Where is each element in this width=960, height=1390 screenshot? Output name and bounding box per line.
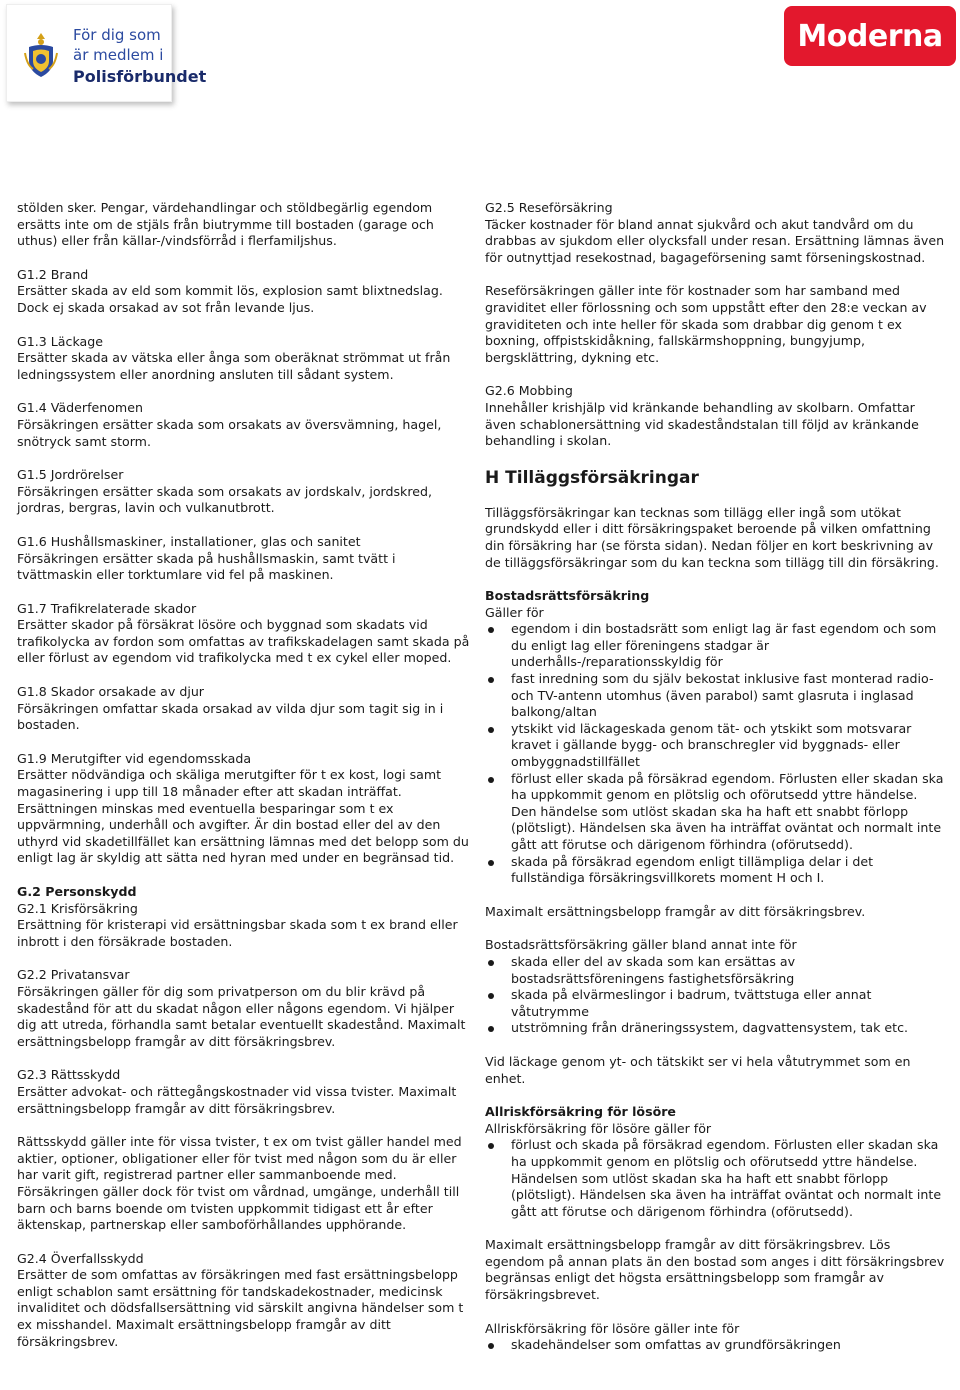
section-title: G1.7 Trafikrelaterade skador [17,600,197,616]
section-body: Tilläggsförsäkringar kan tecknas som tillägg eller ingå som utökat grundskydd eller i ditt försäkringspaket beroende på vilken omfattning din försäkring har (se första sidan). Nedan följer en kort beskrivning av de tilläggsförsäkringar som du kan teckna som tillägg till din försäkring. [485,504,939,570]
exclusions-label: Bostadsrättsförsäkring gäller bland annat inte för [485,937,797,953]
section-body: Vid läckage genom yt- och tätskikt ser vi hela våtutrymmet som en enhet. [485,1053,911,1086]
applies-label: Gäller för [485,604,544,620]
logo-line-1: För dig som [73,26,161,44]
crest-icon [21,31,61,79]
section-g22 [17,967,472,1050]
section-heading: Allriskförsäkring för lösöre [485,1104,676,1120]
section-body: Ersätter advokat- och rättegångskostnader vid vissa tvister. Maximalt ersättningsbelopp framgår av ditt försäkringsbrev. [17,1083,457,1116]
section-body: Täcker kostnader för bland annat sjukvård och akut tandvård om du drabbas av sjukdom eller olycksfall under resan. Ersättning lämnas även för outnyttjad resekostnad, bagageförsening samt förseningskostnad. [485,216,945,265]
section-body: Maximalt ersättningsbelopp framgår av ditt försäkringsbrev. [485,903,866,919]
section-heading: Bostadsrättsförsäkring [485,588,650,604]
list-item: fast inredning som du själv bekostat inklusive fast monterad radio- och TV-antenn utomhus (även parabol) samt glasruta i inglasad balkong/altan [485,671,945,721]
list-item: skadehändelser som omfattas av grundförsäkringen [485,1337,945,1354]
section-heading: G.2 Personskydd [17,884,137,899]
section-body: Innehåller krishjälp vid kränkande behandling av skolbarn. Omfattar även schablonersättning vid skadeståndstalan till följd av kränkande behandling i skolan. [485,399,919,449]
section-title: G1.3 Läckage [17,333,103,349]
section-body: Försäkringen omfattar skada orsakad av vilda djur som tagit sig in i bostaden. [17,700,444,733]
applies-label: Allriskförsäkring för lösöre gäller för [485,1120,712,1136]
list-item: ytskikt vid läckageskada genom tät- och ytskikt som motsvarar kravet i gällande bygg- och branschregler vid byggnads- eller ombyggnadstillfället [485,721,945,771]
section-title: G1.6 Hushållsmaskiner, installationer, glas och sanitet [17,533,361,549]
section-bostadsratt [485,588,945,887]
section-g23 [17,1067,472,1117]
section-title: G1.2 Brand [17,266,89,282]
bullet-list [485,1337,945,1354]
list-item: skada eller del av skada som kan ersättas av bostadsrättsföreningens fastighetsförsäkring [485,954,945,987]
right-column [485,200,945,1371]
left-column [17,200,472,1367]
section-body: Försäkringen ersätter skada som orsakats av jordskalv, jordskred, jordras, bergras, lavin och vulkanutbrott. [17,483,432,516]
brf-leak [485,1054,945,1087]
section-body: Ersätter de som omfattas av försäkringen med fast ersättningsbelopp enligt schablon samt ersättning för tandskadekostnader, medicinsk invaliditet och dödsfallsersättning vid särskilt angivna händelser som t ex misshandel. Maximalt ersättningsbelopp framgår av ditt försäkringsbrev. [17,1267,464,1349]
section-g25 [485,200,945,266]
section-title: G2.4 Överfallsskydd [17,1250,144,1266]
brf-max [485,904,945,921]
section-title: G2.1 Krisförsäkring [17,900,138,916]
section-g13 [17,334,472,384]
section-h-intro [485,505,945,571]
section-body: Försäkringen ersätter skada på hushållsmaskin, samt tvätt i tvättmaskin eller torktumlare vid fel på maskinen. [17,550,396,583]
section-body: Försäkringen ersätter skada som orsakats av översvämning, hagel, snötryck samt storm. [17,416,442,449]
section-g23-extra [17,1134,472,1234]
list-item: skada på försäkrad egendom enligt tillämpliga delar i det fullständiga försäkringsvillkorets moment H och I. [485,854,945,887]
moderna-logo-text: Moderna [797,18,943,54]
section-g24 [17,1251,472,1351]
section-g2 [17,884,472,950]
section-g17 [17,601,472,667]
section-title: G2.6 Mobbing [485,383,573,399]
list-item: förlust eller skada på försäkrad egendom. Förlusten eller skadan ska ha uppkommit genom en plötslig och oförutsedd yttre händelse. Den händelse som utlöst skadan ska ha haft ett snabbt förlopp (plötsligt). Händelsen ska även ha inträffat oväntat och normalt inte gått att förutse och därigenom förhindra (oförutsedd). [485,771,945,854]
intro-paragraph [17,200,472,250]
section-body: Ersätter skada av eld som kommit lös, explosion samt blixtnedslag. Dock ej skada orsakad av sot från levande ljus. [17,283,443,315]
section-title: G1.8 Skador orsakade av djur [17,684,204,700]
logo-line-2: är medlem i [73,46,164,64]
section-g19 [17,751,472,867]
section-body: Ersätter skada av vätska eller ånga som oberäknat strömmat ut från ledningssystem eller anordning ansluten till sådant system. [17,350,451,382]
section-g25-extra [485,283,945,366]
exclusions-label: Allriskförsäkring för lösöre gäller inte för [485,1320,740,1336]
section-title: G1.5 Jordrörelser [17,467,124,483]
brf-exclusions [485,937,945,1037]
bullet-list [485,621,945,887]
section-h-heading: H Tilläggsförsäkringar [485,467,699,488]
list-item: skada på elvärmeslingor i badrum, tvättstuga eller annat våtutrymme [485,987,945,1020]
page-header [0,0,960,130]
section-body: Försäkringen gäller för dig som privatperson om du blir krävd på skadestånd för att du skadat någon eller någons egendom. Vi hjälper dig att utreda, förhandla samt betalar eventuellt skadestånd. Maximalt ersättningsbelopp framgår av ditt försäkringsbrev. [17,983,466,1049]
section-g26 [485,383,945,449]
section-body: Maximalt ersättningsbelopp framgår av ditt försäkringsbrev. Lös egendom på annan plats än den bostad som anges i ditt försäkringsbrev begränsas enligt det högsta ersättningsbelopp som framgår av försäkringsbrevet. [485,1237,945,1303]
list-item: utströmning från dräneringssystem, dagvattensystem, tak etc. [485,1020,945,1037]
section-title: G1.4 Väderfenomen [17,400,143,416]
section-title: G2.5 Reseförsäkring [485,200,613,215]
bullet-list [485,954,945,1037]
list-item: egendom i din bostadsrätt som enligt lag är fast egendom och som du enligt lag eller föreningens stadgar är underhålls-/reparationsskyldig för [485,621,945,671]
section-title: G2.2 Privatansvar [17,967,130,983]
section-allrisk [485,1104,945,1220]
bullet-list [485,1137,945,1220]
section-g18 [17,684,472,734]
section-body: Ersätter nödvändiga och skäliga merutgifter för t ex kost, logi samt magasinering i upp till 18 månader efter att skadan inträffat. Ersättningen minskas med eventuella besparingar som t ex uppvärmning, underhåll och avgifter. Är din bostad eller del av den uthyrd vid skadetillfället kan ersättning lämnas med det belopp som du enligt lag är skyldig att sätta ned hyran med under en begränsad tid. [17,767,469,866]
section-title: G1.9 Merutgifter vid egendomsskada [17,750,252,766]
section-g14 [17,400,472,450]
section-title: G2.3 Rättsskydd [17,1067,121,1083]
moderna-logo [784,6,956,66]
list-item: förlust och skada på försäkrad egendom. Förlusten eller skadan ska ha uppkommit genom en plötslig och oförutsedd yttre händelse. Händelsen som utlöst skadan ska ha haft ett snabbt förlopp (plötsligt). Händelsen ska även ha inträffat oväntat och normalt inte gått att förutse och därigenom förhindra (oförutsedd). [485,1137,945,1220]
allrisk-exclusions [485,1321,945,1354]
section-g12 [17,267,472,317]
section-body: Ersättning för kristerapi vid ersättningsbar skada som t ex brand eller inbrott i den försäkrade bostaden. [17,917,458,949]
section-body: Rättsskydd gäller inte för vissa tvister, t ex om tvist gäller handel med aktier, optioner, obligationer eller för tvist med någon som du är eller har varit gift, registrerad partner eller sammanboende med. Försäkringen gäller dock för tvist om vårdnad, umgänge, underhåll till barn och barns boende om tvisten uppkommit tidigast ett år efter äktenskap, partnerskap eller samboförhållandes upphörande. [17,1134,462,1233]
section-body: Reseförsäkringen gäller inte för kostnader som har samband med graviditet eller förlossning och som uppstått efter den 28:e veckan av graviditeten och inte heller för skada som drabbar dig genom t ex boxning, offpistskidåkning, fallskärmshoppning, bungyjump, bergsklättring, dykning etc. [485,283,927,365]
section-g16 [17,534,472,584]
allrisk-max [485,1237,945,1303]
section-body: Ersätter skador på försäkrat lösöre och byggnad som skadats vid trafikolycka av fordon som omfattas av trafikskadelagen samt skada på eller förlust av egendom vid trafikolycka med t ex cykel eller moped. [17,617,470,666]
polisforbundet-logo [6,4,207,102]
section-g15 [17,467,472,517]
intro-text: stölden sker. Pengar, värdehandlingar och stöldbegärlig egendom ersätts inte om de stjäls från biutrymme till bostaden (garage och uthus) eller från källar-/vindsförråd i flerfamiljshus. [17,200,434,249]
logo-line-3: Polisförbundet [73,67,207,86]
